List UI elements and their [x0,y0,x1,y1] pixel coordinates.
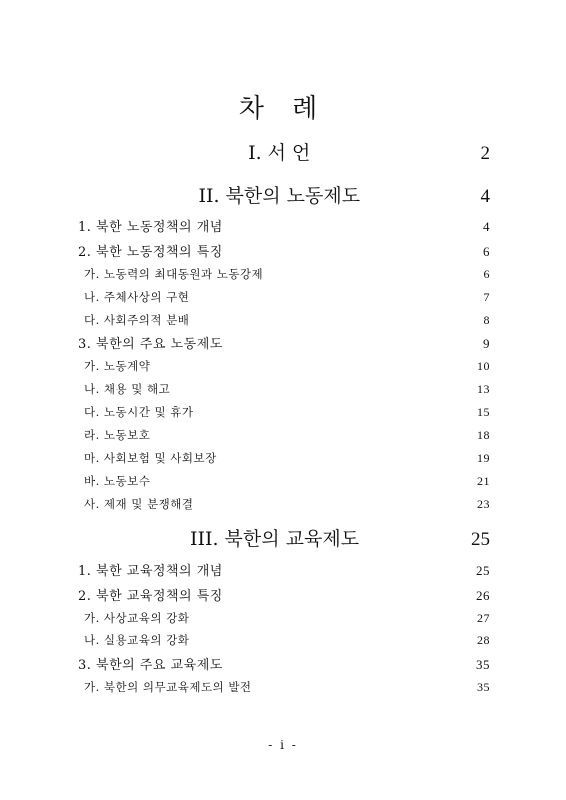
toc-label: III. 북한의 교육제도 [189,528,360,550]
toc-chapter[interactable] [78,181,490,208]
toc-subsection[interactable] [84,404,490,420]
toc-label: 가. 북한의 의무교육제도의 발전 [84,680,252,694]
toc-label: 1. 북한 교육정책의 개념 [78,564,223,579]
toc-page-number: 26 [476,588,490,603]
toc-label: 바. 노동보수 [84,474,151,488]
toc-subsection[interactable] [84,450,490,466]
toc-page-number: 21 [477,474,490,488]
toc-section[interactable] [78,560,490,579]
toc-label: 3. 북한의 주요 교육제도 [78,658,223,673]
toc-page-number: 6 [483,267,490,281]
toc-subsection[interactable] [84,289,490,305]
toc-label: 나. 실용교육의 강화 [84,633,190,647]
toc-page-number: 8 [483,313,490,327]
toc-label: 나. 주체사상의 구현 [84,290,190,304]
toc-section[interactable] [78,216,490,235]
toc-page-number: 19 [477,451,490,465]
toc-subsection[interactable] [84,427,490,443]
toc-chapter[interactable] [78,524,490,551]
toc-label: 나. 채용 및 해고 [84,382,171,396]
toc-label: 마. 사회보험 및 사회보장 [84,451,217,465]
toc-subsection[interactable] [84,358,490,374]
toc-label: 2. 북한 교육정책의 특징 [78,589,223,604]
toc-label: 2. 북한 노동정책의 특징 [78,245,223,260]
toc-subsection[interactable] [84,312,490,328]
toc-label: 3. 북한의 주요 노동제도 [78,337,223,352]
toc-label: 다. 노동시간 및 휴가 [84,405,194,419]
toc-page-number: 10 [477,359,490,373]
toc-section[interactable] [78,585,490,604]
toc-page-number: 6 [483,244,490,259]
toc-chapter[interactable] [78,138,490,165]
toc-page-number: 4 [483,219,490,234]
toc-label: II. 북한의 노동제도 [198,185,361,207]
toc-page-number: 35 [477,680,490,694]
toc-label: 가. 사상교육의 강화 [84,611,190,625]
toc-page-number: 4 [480,186,490,207]
toc-label: 라. 노동보호 [84,428,151,442]
toc-subsection[interactable] [84,632,490,648]
toc-page-number: 23 [477,497,490,511]
toc-label: 다. 사회주의적 분배 [84,313,190,327]
toc-label: 1. 북한 노동정책의 개념 [78,220,223,235]
toc-page-number: 7 [483,290,490,304]
toc-page-number: 9 [483,336,490,351]
toc-subsection[interactable] [84,473,490,489]
toc-section[interactable] [78,333,490,352]
toc-page-number: 27 [477,611,490,625]
toc-page-number: 2 [480,143,490,164]
toc-page-number: 18 [477,428,490,442]
toc-page-number: 25 [476,563,490,578]
page-footer-number: - i - [268,738,298,752]
toc-label: I. 서 언 [248,142,311,164]
toc-page-number: 25 [471,529,490,550]
toc-label: 가. 노동력의 최대동원과 노동강제 [84,267,264,281]
toc-page-number: 15 [477,405,490,419]
toc-subsection[interactable] [84,610,490,626]
toc-label: 사. 제재 및 분쟁해결 [84,497,194,511]
toc-subsection[interactable] [84,679,490,695]
toc-section[interactable] [78,654,490,673]
toc-subsection[interactable] [84,266,490,282]
toc-subsection[interactable] [84,381,490,397]
toc-subsection[interactable] [84,496,490,512]
toc-page-number: 28 [477,633,490,647]
toc-label: 가. 노동계약 [84,359,151,373]
toc-section[interactable] [78,241,490,260]
toc-page-number: 35 [476,657,490,672]
page-title: 차 례 [238,94,328,124]
toc-page-number: 13 [477,382,490,396]
